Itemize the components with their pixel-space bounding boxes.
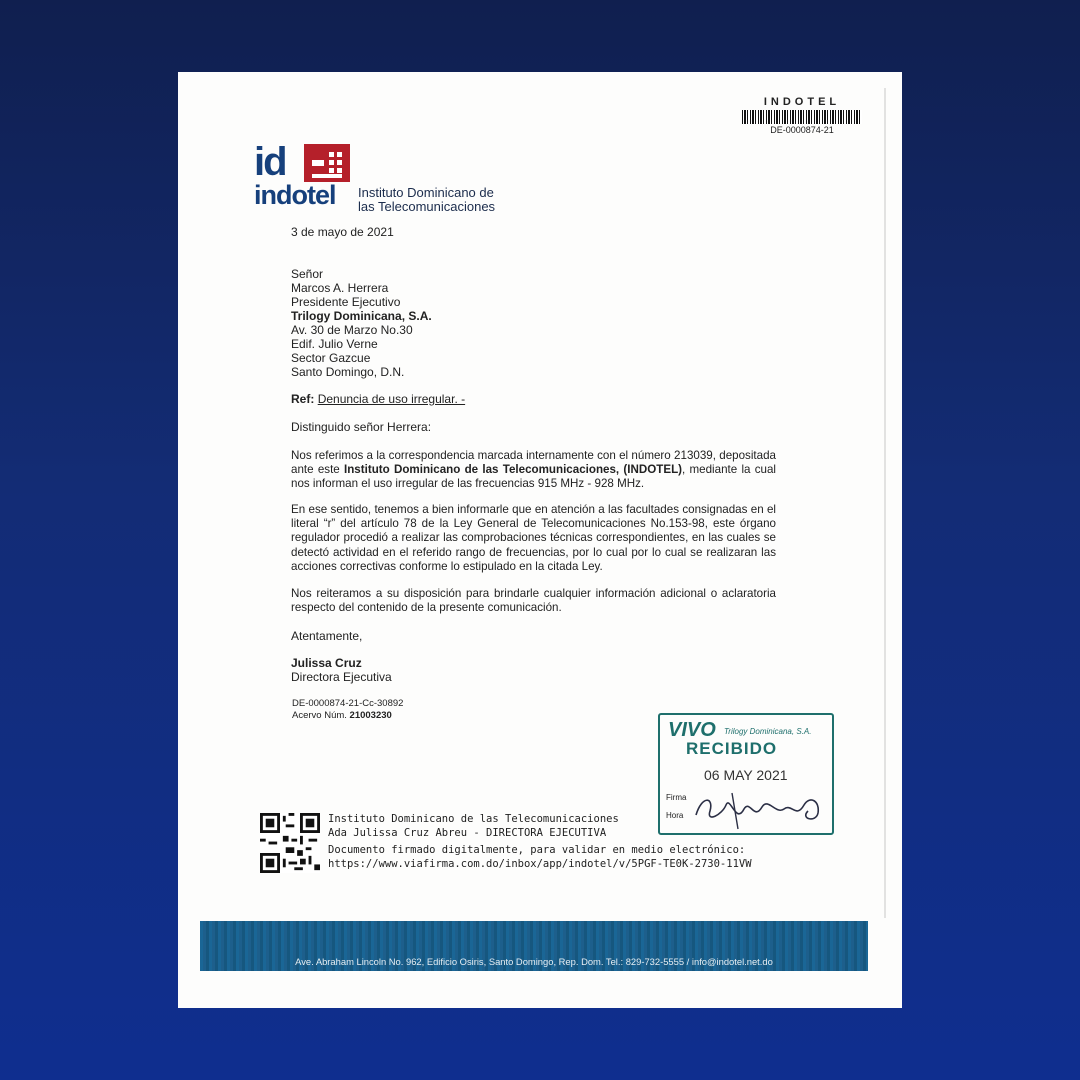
- document-refs: [292, 698, 403, 722]
- acervo-line: Acervo Núm. 21003230: [292, 710, 392, 721]
- indotel-logo: [254, 142, 524, 218]
- recipient-title: Presidente Ejecutivo: [291, 295, 401, 309]
- doc-ref: DE-0000874-21-Cc-30892: [292, 698, 404, 709]
- recipient-sector: Sector Gazcue: [291, 351, 371, 365]
- recipient-street: Av. 30 de Marzo No.30: [291, 323, 413, 337]
- logo-institute: Instituto Dominicano de las Telecomunicaciones: [358, 185, 496, 214]
- stamp-code: DE-0000874-21: [770, 125, 834, 135]
- qr-code-icon: [260, 813, 320, 873]
- handwritten-signature: [692, 785, 828, 831]
- letter-date: 3 de mayo de 2021: [291, 225, 394, 239]
- signer-title: Directora Ejecutiva: [291, 670, 392, 684]
- digital-line-1: Instituto Dominicano de las Telecomunicaciones: [328, 813, 619, 825]
- paragraph-1: Nos referimos a la correspondencia marcada internamente con el número 213039, depositada ante este Instituto Dominicano de las Telecomunicaciones, (INDOTEL), mediante la cual nos informan el uso irregular de las frecuencias 915 MHz - 928 MHz.: [291, 449, 776, 491]
- received-stamp: [658, 713, 834, 835]
- page-edge-line: [884, 88, 886, 918]
- barcode-icon: [742, 110, 862, 124]
- recipient-salutation: Señor: [291, 267, 324, 281]
- ref-label: Ref:: [291, 392, 315, 406]
- greeting: Distinguido señor Herrera:: [291, 420, 432, 434]
- stamp-org: INDOTEL: [763, 96, 841, 108]
- footer-address: Ave. Abraham Lincoln No. 962, Edificio Osiris, Santo Domingo, Rep. Dom. Tel.: 829-732-5555 / info@indotel.net.do: [295, 956, 773, 967]
- signer-block: [291, 656, 392, 684]
- stamp-company: Trilogy Dominicana, S.A.: [724, 727, 812, 736]
- paragraph-3: Nos reiteramos a su disposición para brindarle cualquier información adicional o aclaratoria respecto del contenido de la presente comunicación.: [291, 587, 776, 615]
- recipient-city: Santo Domingo, D.N.: [291, 365, 405, 379]
- digital-line-2: Ada Julissa Cruz Abreu - DIRECTORA EJECUTIVA: [328, 827, 607, 839]
- ref-text: Denuncia de uso irregular. -: [317, 392, 466, 406]
- logo-word: indotel: [254, 180, 336, 210]
- logo-id: id: [254, 140, 286, 184]
- signer-name: Julissa Cruz: [291, 656, 362, 670]
- logo-red-mark-icon: [304, 144, 350, 182]
- footer-band: [200, 921, 868, 971]
- reference-line: [291, 392, 465, 406]
- recipient-building: Edif. Julio Verne: [291, 337, 378, 351]
- stamp-received-label: RECIBIDO: [686, 739, 778, 758]
- stamp-firma: Firma: [666, 793, 687, 802]
- stamp-brand: VIVO: [668, 719, 716, 741]
- recipient-name: Marcos A. Herrera: [291, 281, 389, 295]
- stamp-date: 06 MAY 2021: [704, 767, 788, 783]
- digital-line-3: Documento firmado digitalmente, para validar en medio electrónico:: [328, 844, 746, 856]
- recipient-company: Trilogy Dominicana, S.A.: [291, 309, 432, 323]
- paragraph-2: En ese sentido, tenemos a bien informarle que en atención a las facultades consignadas en el literal “r” del artículo 78 de la Ley General de Telecomunicaciones No.153-98, este órgano regulador procedió a realizar las comprobaciones técnicas correspondientes, en las cuales se detectó actividad en el referido rango de frecuencias, por lo cual por lo cual se realizaran las acciones correctivas conforme lo estipulado en la citada Ley.: [291, 503, 776, 573]
- closing: Atentamente,: [291, 629, 363, 643]
- indotel-barcode-stamp: [736, 96, 868, 136]
- digital-validation-url[interactable]: https://www.viafirma.com.do/inbox/app/indotel/v/5PGF-TE0K-2730-11VW: [328, 858, 752, 870]
- stamp-hora: Hora: [666, 811, 684, 820]
- recipient-block: [291, 267, 432, 379]
